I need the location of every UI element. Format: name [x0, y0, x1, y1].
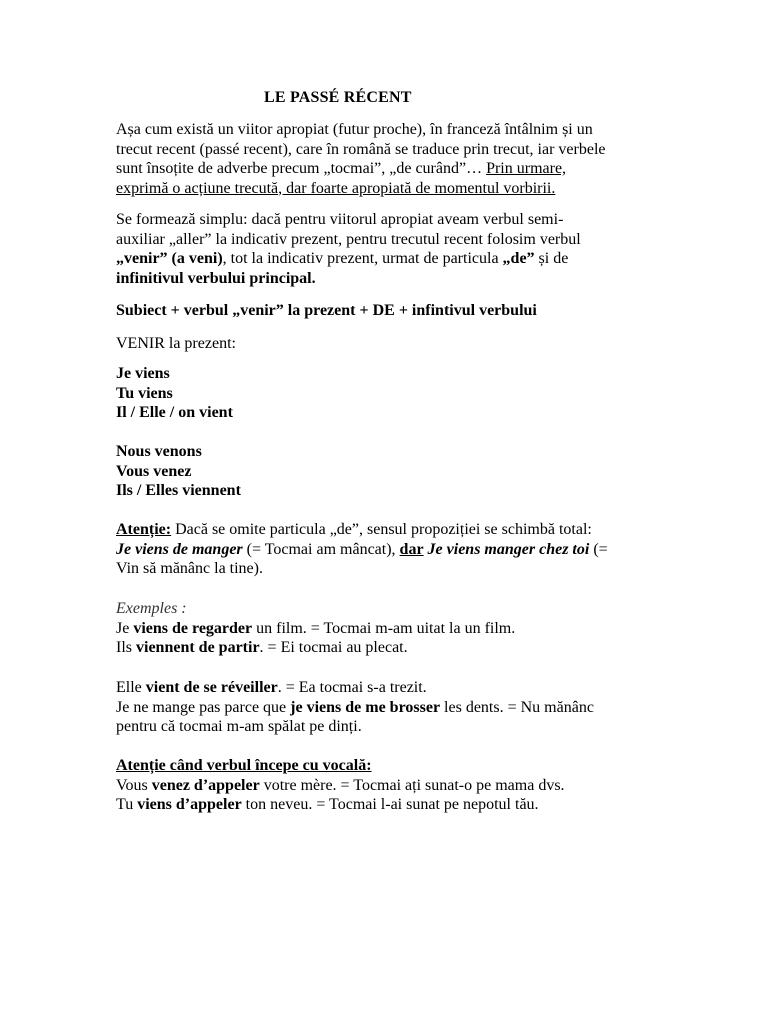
ex4-b: je viens de me brosser: [290, 698, 441, 716]
formation-line-2: auxiliar „aller” la indicativ prezent, pentru trecutul recent folosim verbul: [116, 230, 581, 248]
conj-nous: [116, 442, 676, 462]
vowel-heading-text: Atenție când verbul începe cu vocală:: [116, 757, 372, 774]
intro-underlined: Prin urmare,: [486, 160, 567, 177]
conj-tu: [116, 384, 676, 404]
attention-line-3: Vin să mănânc la tine).: [116, 560, 263, 577]
formula-text: [116, 301, 676, 321]
conj-je-text: Je viens: [116, 365, 170, 382]
intro-line-4: [116, 179, 676, 199]
vowel-section: [116, 756, 676, 815]
intro-paragraph: [116, 120, 676, 198]
conj-il: [116, 403, 676, 423]
conj-vous: [116, 462, 676, 482]
example-1: [116, 619, 676, 639]
ex3-a: Elle: [116, 679, 146, 696]
dar-label: dar: [399, 540, 424, 558]
attention-line-2: [116, 540, 676, 560]
vowel-example-1: [116, 776, 676, 796]
vowel-heading: [116, 756, 676, 776]
formula: [116, 301, 676, 321]
example-4-cont: pentru că tocmai m-am spălat pe dinți.: [116, 718, 362, 735]
ex4-a: Je ne mange pas parce que: [116, 698, 291, 716]
example-3: [116, 678, 676, 698]
formation-line-4: [116, 269, 676, 289]
ex2-b: viennent de partir: [136, 639, 260, 656]
v2-a: Tu: [116, 796, 138, 813]
formation-paragraph: [116, 210, 676, 288]
ex4-c: les dents. = Nu mănânc: [440, 698, 594, 716]
example-2: [116, 638, 676, 658]
formula-bold: Subiect + verbul „venir” la prezent + DE + infintivul verbului: [116, 302, 537, 319]
intro-line-3: [116, 159, 676, 179]
example-je-viens-manger: Je viens manger chez toi: [427, 540, 590, 558]
ex3-b: vient de se réveiller: [145, 679, 278, 696]
conjugation-plural: [116, 442, 676, 501]
venir-heading-text: VENIR la prezent:: [116, 335, 236, 352]
ex1-b: viens de regarder: [133, 619, 253, 637]
conj-je: [116, 364, 676, 384]
intro-underlined-2: exprimă o acțiune trecută, dar foarte apropiată de momentul vorbirii.: [116, 179, 556, 197]
attention-text: Dacă se omite particula „de”, sensul propoziției se schimbă total:: [171, 521, 592, 538]
exemples-label: Exemples :: [116, 600, 187, 617]
conj-ils: [116, 481, 676, 501]
infinitive-bold: infinitivul verbului principal.: [116, 269, 316, 287]
conj-vous-text: Vous venez: [116, 462, 192, 480]
ex3-c: . = Ea tocmai s-a trezit.: [277, 679, 427, 696]
ex2-a: Ils: [116, 639, 136, 656]
v2-b: viens d’appeler: [137, 796, 242, 813]
example-4: [116, 698, 676, 718]
conjugation-singular: [116, 364, 676, 423]
translation-2: (=: [589, 540, 608, 558]
formation-line-1: Se formează simplu: dacă pentru viitorul apropiat aveam verbul semi-: [116, 211, 564, 228]
venir-bold: „venir” (a veni): [116, 250, 223, 267]
conj-nous-text: Nous venons: [116, 443, 202, 460]
intro-line-2: trecut recent (passé recent), care în română se traduce prin trecut, iar verbele: [116, 140, 606, 158]
v1-c: votre mère. = Tocmai ați sunat-o pe mama dvs.: [259, 776, 565, 794]
formation-text-end: și de: [534, 250, 569, 267]
page-title: LE PASSÉ RÉCENT: [264, 89, 412, 106]
attention-label: Atenție:: [116, 521, 172, 538]
attention-line-1: [116, 520, 676, 540]
example-je-viens-de-manger: Je viens de manger: [116, 540, 243, 558]
ex1-a: Je: [116, 619, 134, 637]
venir-heading: [116, 334, 676, 354]
conj-ils-text: Ils / Elles viennent: [116, 482, 241, 499]
v1-b: venez d’appeler: [151, 776, 260, 794]
ex1-c: un film. = Tocmai m-am uitat la un film.: [252, 619, 516, 637]
attention-paragraph: [116, 520, 676, 579]
intro-text: sunt însoțite de adverbe precum „tocmai”, „de curând”…: [116, 160, 487, 177]
formation-text: , tot la indicativ prezent, urmat de particula: [222, 250, 503, 267]
conj-il-text: Il / Elle / on vient: [116, 404, 233, 421]
exemples-block: [116, 599, 676, 658]
conj-tu-text: Tu viens: [116, 384, 173, 402]
intro-line-1: Așa cum există un viitor apropiat (futur proche), în franceză întâlnim și un: [116, 121, 593, 138]
vowel-example-2: [116, 795, 676, 815]
translation-1: (= Tocmai am mâncat),: [242, 540, 400, 558]
v1-a: Vous: [116, 776, 152, 794]
ex2-c: . = Ei tocmai au plecat.: [259, 639, 408, 656]
de-bold: „de”: [502, 250, 535, 267]
formation-line-3: [116, 249, 676, 269]
v2-c: ton neveu. = Tocmai l-ai sunat pe nepotul tău.: [241, 796, 539, 813]
exemples-block-2: [116, 678, 676, 737]
